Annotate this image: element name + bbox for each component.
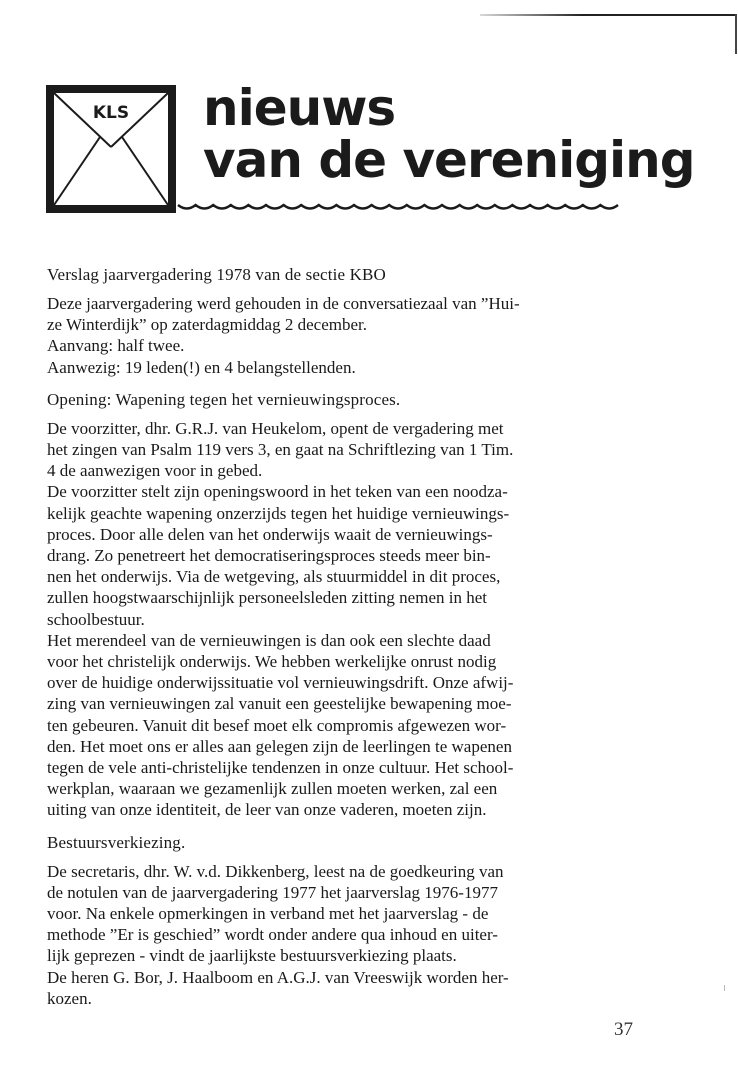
text-line: voor het christelijk onderwijs. We hebben werkelijke onrust nodig (47, 652, 497, 672)
text-line: nen het onderwijs. Via de wetgeving, als stuurmiddel in dit proces, (47, 567, 501, 587)
text-line: schoolbestuur. (47, 609, 145, 629)
text-line: voor. Na enkele opmerkingen in verband met het jaarverslag - de (47, 904, 489, 924)
article-body (47, 262, 657, 1009)
title-line-1: nieuws (203, 79, 396, 137)
section-heading-opening: Opening: Wapening tegen het vernieuwingsproces. (47, 389, 401, 409)
text-line: methode ”Er is geschied” wordt onder andere qua inhoud en uiter- (47, 925, 498, 945)
text-line: Het merendeel van de vernieuwingen is dan ook een slechte daad (47, 630, 491, 650)
page-edge (735, 14, 737, 54)
text-line: zing van vernieuwingen zal vanuit een geestelijke bewapening moe- (47, 694, 512, 714)
title-line-2: van de vereniging (203, 131, 695, 189)
section-heading-verslag: Verslag jaarvergadering 1978 van de sectie KBO (47, 265, 386, 284)
section-heading-bestuursverkiezing: Bestuursverkiezing. (47, 832, 186, 852)
logo-text: KLS (92, 103, 130, 123)
page-number: 37 (614, 1019, 633, 1040)
text-line: het zingen van Psalm 119 vers 3, en gaat na Schriftlezing van 1 Tim. (47, 440, 514, 460)
top-rule (480, 14, 735, 16)
page-title (203, 79, 695, 189)
section-body-verslag (47, 293, 657, 378)
text-line: proces. Door alle delen van het onderwijs waait de vernieuwings- (47, 524, 493, 544)
scan-speck (724, 985, 725, 991)
text-line: drang. Zo penetreert het democratiseringsproces steeds meer bin- (47, 546, 491, 566)
text-line: Aanvang: half twee. (47, 336, 185, 356)
text-line: De voorzitter, dhr. G.R.J. van Heukelom, opent de vergadering met (47, 418, 504, 438)
text-line: Deze jaarvergadering werd gehouden in de conversatiezaal van ”Hui- (47, 294, 520, 313)
text-line: werkplan, waaraan we gezamenlijk zullen moeten werken, zal een (47, 779, 498, 799)
text-line: uiting van onze identiteit, de leer van onze vaderen, moeten zijn. (47, 800, 487, 820)
text-line: lijk geprezen - vindt de jaarlijkste bestuursverkiezing plaats. (47, 946, 457, 966)
text-line: De voorzitter stelt zijn openingswoord in het teken van een noodza- (47, 482, 508, 502)
text-line: 4 de aanwezigen voor in gebed. (47, 461, 263, 481)
text-line: kozen. (47, 988, 92, 1008)
text-line: Aanwezig: 19 leden(!) en 4 belangstellenden. (47, 357, 356, 377)
text-line: zullen hoogstwaarschijnlijk personeelsleden zitting nemen in het (47, 588, 487, 608)
text-line: de notulen van de jaarvergadering 1977 het jaarverslag 1976-1977 (47, 882, 498, 902)
section-body-bestuursverkiezing (47, 861, 657, 1009)
section-body-opening (47, 418, 657, 821)
text-line: ten gebeuren. Vanuit dit besef moet elk compromis afgewezen wor- (47, 715, 507, 735)
decorative-wave-underline (176, 201, 626, 213)
text-line: De heren G. Bor, J. Haalboom en A.G.J. van Vreeswijk worden her- (47, 967, 509, 987)
text-line: tegen de vele anti-christelijke tendenzen in onze cultuur. Het school- (47, 758, 514, 778)
kls-envelope-logo (46, 85, 176, 213)
text-line: ze Winterdijk” op zaterdagmiddag 2 december. (47, 315, 367, 335)
text-line: over de huidige onderwijssituatie vol vernieuwingsdrift. Onze afwij- (47, 673, 514, 693)
text-line: De secretaris, dhr. W. v.d. Dikkenberg, leest na de goedkeuring van (47, 861, 504, 881)
text-line: den. Het moet ons er alles aan gelegen zijn de leerlingen te wapenen (47, 736, 512, 756)
text-line: kelijk geachte wapening onzerzijds tegen het huidige vernieuwings- (47, 503, 510, 523)
